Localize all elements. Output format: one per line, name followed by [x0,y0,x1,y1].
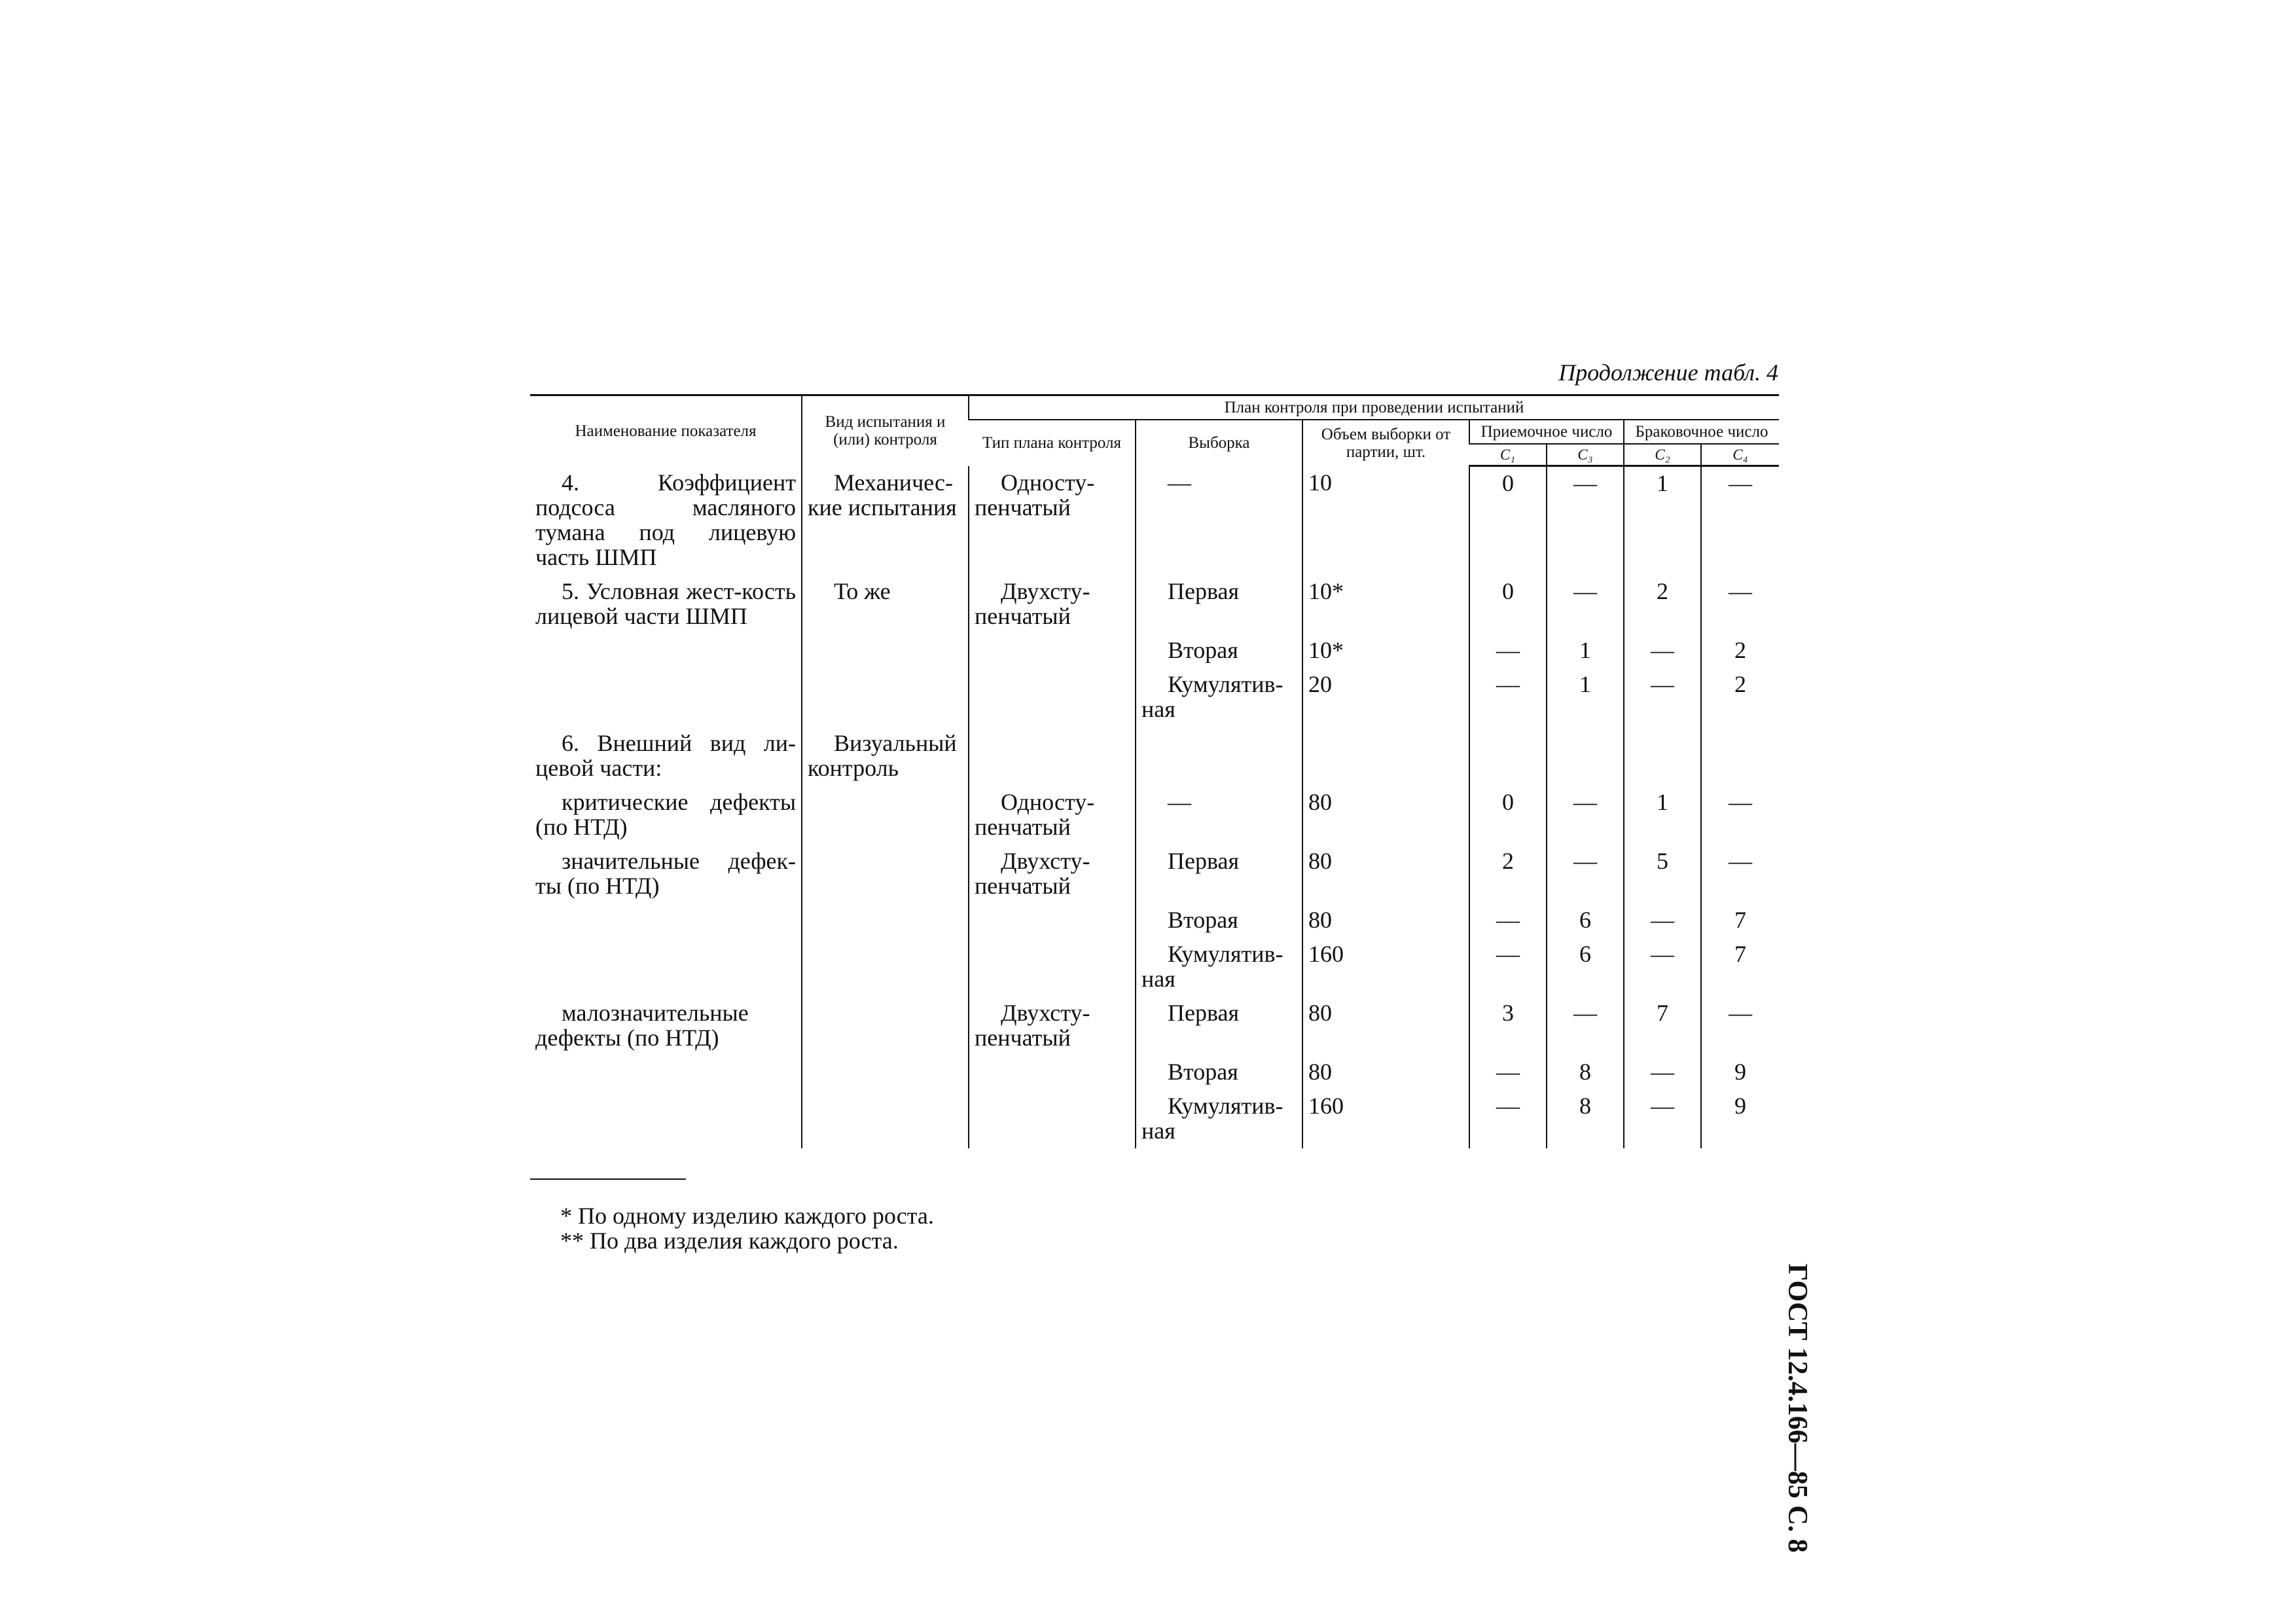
cell-name [530,938,802,996]
cell-plan [969,1089,1136,1148]
cell-name [530,634,802,668]
header-kind: Вид испытания и (или) контроля [802,395,969,466]
header-c1: C₁ [1469,444,1547,466]
cell-c3: 8 [1547,1089,1624,1148]
cell-c1 [1469,727,1547,786]
cell-name: малозначительные дефекты (по НТД) [535,999,749,1051]
footnote-1: * По одному изделию каждого роста. [560,1203,934,1229]
header-c4: C₄ [1701,444,1779,466]
cell-c4 [1701,727,1779,786]
cell-c2: 1 [1624,786,1701,845]
cell-sample: Вторая [1136,1055,1302,1089]
cell-kind [802,786,969,845]
cell-volume: 160 [1302,938,1469,996]
cell-sample: Первая [1136,575,1302,634]
table-row [530,1055,1779,1089]
cell-c3: — [1547,575,1624,634]
cell-sample: Вторая [1136,634,1302,668]
cell-volume: 80 [1302,786,1469,845]
cell-c4: 9 [1701,1089,1779,1148]
cell-c4: — [1701,466,1779,575]
header-reject-group: Браковочное число [1624,420,1779,444]
cell-name: 6. Внешний вид ли-цевой части: [535,729,796,781]
cell-c2: — [1624,903,1701,938]
cell-c3: — [1547,466,1624,575]
cell-kind [802,1055,969,1089]
cell-c3: 1 [1547,668,1624,727]
cell-plan: Двухсту-пенчатый [969,575,1136,634]
cell-c2: 2 [1624,575,1701,634]
cell-volume [1302,727,1469,786]
cell-kind [802,938,969,996]
cell-kind [802,634,969,668]
cell-volume: 80 [1302,1055,1469,1089]
footnote-rule [530,1178,686,1180]
cell-plan: Двухсту-пенчатый [969,845,1136,903]
header-sample: Выборка [1136,420,1302,466]
cell-name: значительные дефек-ты (по НТД) [535,847,796,899]
cell-c3: — [1547,996,1624,1055]
cell-name [530,1055,802,1089]
header-accept-group: Приемочное число [1469,420,1624,444]
cell-c2 [1624,727,1701,786]
table-caption: Продолжение табл. 4 [1558,359,1778,386]
cell-volume: 10* [1302,634,1469,668]
cell-kind [802,1089,969,1148]
cell-plan [969,668,1136,727]
cell-c3: 6 [1547,938,1624,996]
cell-c2: 1 [1624,466,1701,575]
cell-c4: — [1701,996,1779,1055]
cell-name: 4. Коэффициент подсоса масляного тумана под лицевую часть ШМП [535,469,796,570]
cell-sample: Кумулятив-ная [1136,668,1302,727]
header-volume: Объем выборки от партии, шт. [1302,420,1469,466]
cell-c1: 0 [1469,786,1547,845]
cell-sample [1136,727,1302,786]
cell-c2: — [1624,1089,1701,1148]
cell-c2: — [1624,1055,1701,1089]
cell-c3: 1 [1547,634,1624,668]
table-container [530,394,1779,1148]
cell-c4: 2 [1701,634,1779,668]
table-row [530,938,1779,996]
cell-c3: 8 [1547,1055,1624,1089]
cell-volume: 80 [1302,903,1469,938]
cell-kind [802,996,969,1055]
cell-plan [969,634,1136,668]
cell-c2: 5 [1624,845,1701,903]
cell-volume: 20 [1302,668,1469,727]
table-row [530,1089,1779,1148]
cell-c1: — [1469,1055,1547,1089]
cell-plan: Односту-пенчатый [969,786,1136,845]
cell-c1: — [1469,1089,1547,1148]
table-row [530,903,1779,938]
cell-sample: Первая [1136,845,1302,903]
cell-kind [802,903,969,938]
cell-c4: — [1701,845,1779,903]
cell-c1: — [1469,634,1547,668]
cell-c1: — [1469,668,1547,727]
cell-c1: 0 [1469,575,1547,634]
footnote-2: ** По два изделия каждого роста. [560,1228,899,1254]
cell-name [530,1089,802,1148]
cell-sample: Кумулятив-ная [1136,938,1302,996]
cell-c1: 2 [1469,845,1547,903]
cell-plan [969,1055,1136,1089]
cell-sample: Вторая [1136,903,1302,938]
cell-name [530,903,802,938]
cell-name [530,668,802,727]
header-plan-type: Тип плана контроля [982,434,1121,452]
cell-kind [802,668,969,727]
table-body [530,466,1779,1148]
cell-c1: — [1469,903,1547,938]
cell-c3: — [1547,786,1624,845]
cell-c2: — [1624,938,1701,996]
control-plan-table [530,394,1779,1148]
header-plan-group: План контроля при проведении испытаний [969,395,1779,420]
cell-c4: 9 [1701,1055,1779,1089]
cell-sample: Первая [1136,996,1302,1055]
cell-plan [969,727,1136,786]
header-c3: C₃ [1547,444,1624,466]
cell-kind: Механичес-кие испытания [802,466,969,575]
cell-c4: — [1701,575,1779,634]
cell-name: критические дефекты (по НТД) [535,788,796,840]
cell-c1: — [1469,938,1547,996]
cell-c1: 3 [1469,996,1547,1055]
table-row [530,668,1779,727]
cell-plan: Двухсту-пенчатый [969,996,1136,1055]
cell-volume: 80 [1302,845,1469,903]
cell-plan [969,938,1136,996]
cell-plan [969,903,1136,938]
table-row [530,727,1779,786]
table-row [530,634,1779,668]
cell-sample: Кумулятив-ная [1136,1089,1302,1148]
cell-c2: — [1624,634,1701,668]
cell-name: 5. Условная жест-кость лицевой части ШМП [535,577,796,629]
table-row [530,575,1779,634]
cell-c4: 7 [1701,938,1779,996]
table-row [530,845,1779,903]
cell-c2: 7 [1624,996,1701,1055]
cell-c3: — [1547,845,1624,903]
table-row [530,996,1779,1055]
cell-volume: 10 [1302,466,1469,575]
cell-c2: — [1624,668,1701,727]
header-c2: C₂ [1624,444,1701,466]
cell-c3 [1547,727,1624,786]
cell-kind: То же [802,575,969,634]
cell-c4: — [1701,786,1779,845]
cell-plan: Односту-пенчатый [969,466,1136,575]
cell-kind [802,845,969,903]
cell-c1: 0 [1469,466,1547,575]
header-name: Наименование показателя [530,395,802,466]
cell-volume: 10* [1302,575,1469,634]
document-id-label: ГОСТ 12.4.166—85 С. 8 [1782,1264,1812,1553]
cell-sample: — [1136,466,1302,575]
cell-volume: 160 [1302,1089,1469,1148]
cell-volume: 80 [1302,996,1469,1055]
cell-c4: 7 [1701,903,1779,938]
cell-sample: — [1136,786,1302,845]
cell-c3: 6 [1547,903,1624,938]
cell-kind: Визуальный контроль [802,727,969,786]
cell-c4: 2 [1701,668,1779,727]
table-row [530,786,1779,845]
table-row [530,466,1779,575]
